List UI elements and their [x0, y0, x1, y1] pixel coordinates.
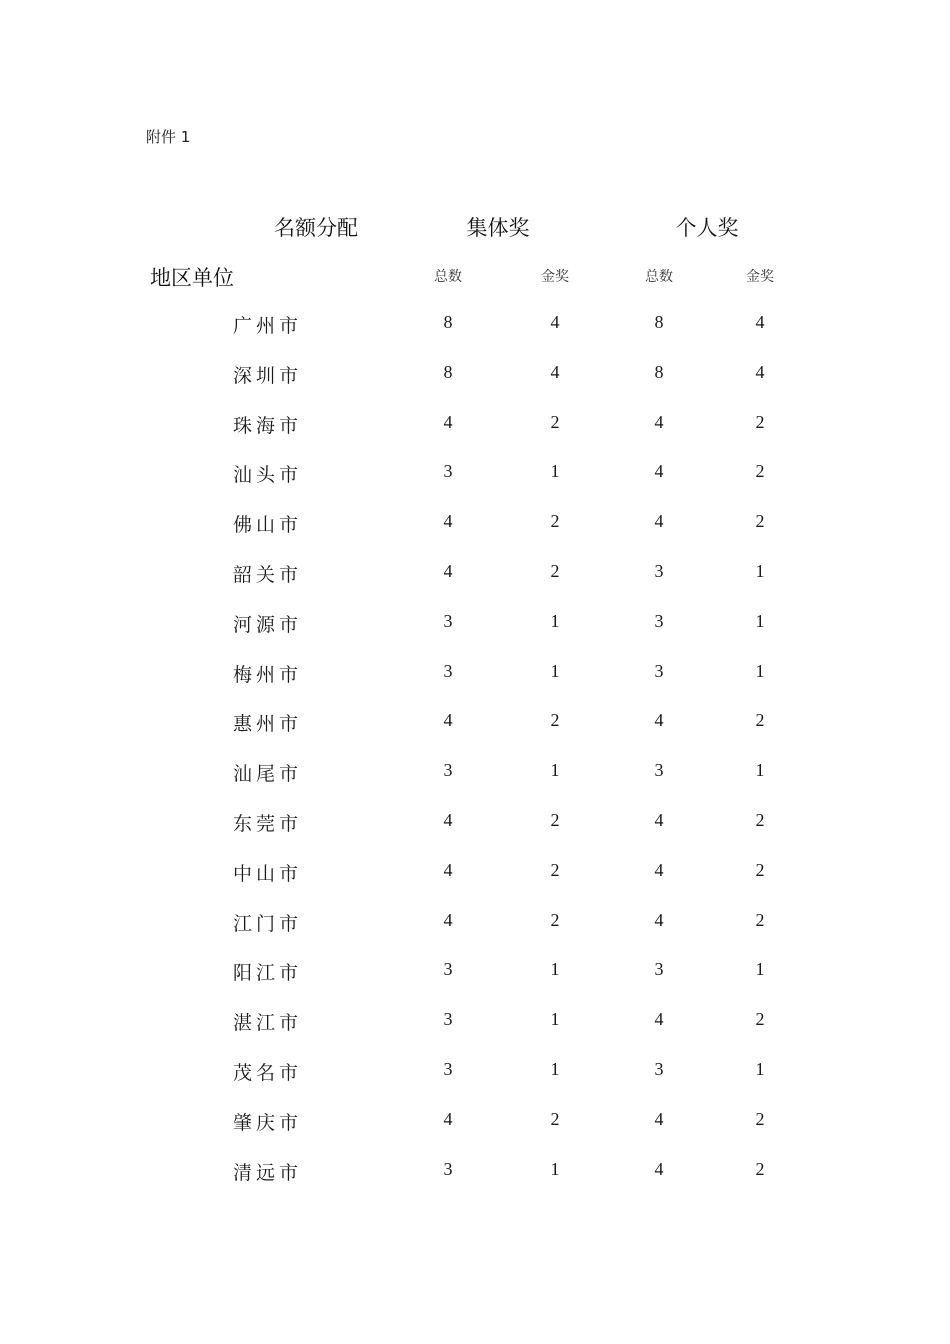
collective-gold: 2 [550, 560, 560, 581]
individual-gold: 2 [755, 411, 765, 432]
table-row [0, 797, 950, 847]
table-row [0, 399, 950, 449]
table-row [0, 847, 950, 897]
individual-gold: 4 [755, 361, 765, 382]
city-name: 东莞市 [233, 812, 303, 835]
table-row [0, 548, 950, 598]
individual-gold: 2 [755, 909, 765, 930]
collective-total: 3 [443, 1158, 453, 1179]
collective-total: 3 [443, 461, 453, 482]
table-row [0, 299, 950, 349]
city-name: 茂名市 [233, 1061, 303, 1084]
individual-total: 3 [654, 760, 664, 781]
attachment-label: 附件 1 [146, 128, 191, 146]
individual-total: 4 [654, 859, 664, 880]
individual-gold: 2 [755, 809, 765, 830]
city-name: 佛山市 [233, 514, 303, 537]
collective-total: 4 [443, 1108, 453, 1129]
collective-gold: 2 [550, 909, 560, 930]
city-name: 清远市 [233, 1161, 303, 1184]
collective-total: 3 [443, 610, 453, 631]
individual-total: 4 [654, 809, 664, 830]
individual-gold: 4 [755, 312, 765, 332]
individual-gold: 2 [755, 461, 765, 482]
city-name: 韶关市 [233, 563, 303, 586]
collective-total: 4 [443, 859, 453, 880]
city-name: 惠州市 [233, 713, 303, 736]
individual-gold: 1 [755, 1058, 765, 1079]
individual-gold: 1 [755, 760, 765, 781]
header-collective-award: 集体奖 [466, 216, 530, 240]
collective-gold: 2 [550, 511, 560, 532]
individual-gold: 1 [755, 660, 765, 681]
header-allocation: 名额分配 [274, 216, 358, 240]
collective-total: 4 [443, 710, 453, 731]
table-row [0, 1046, 950, 1096]
individual-total: 3 [654, 959, 664, 980]
collective-gold: 1 [550, 660, 560, 681]
collective-total: 4 [443, 809, 453, 830]
table-row [0, 349, 950, 399]
collective-gold: 2 [550, 1108, 560, 1129]
table-row [0, 1146, 950, 1196]
table-row [0, 946, 950, 996]
collective-gold: 4 [550, 361, 560, 382]
collective-total: 8 [443, 361, 453, 382]
collective-gold: 1 [550, 959, 560, 980]
subheader-collective-gold: 金奖 [541, 269, 569, 285]
individual-total: 4 [654, 1009, 664, 1030]
collective-gold: 1 [550, 1058, 560, 1079]
collective-total: 3 [443, 760, 453, 781]
table-row [0, 648, 950, 698]
individual-total: 4 [654, 909, 664, 930]
collective-gold: 4 [550, 312, 560, 332]
collective-gold: 1 [550, 461, 560, 482]
individual-gold: 2 [755, 710, 765, 731]
collective-gold: 2 [550, 710, 560, 731]
city-name: 中山市 [233, 862, 303, 885]
subheader-individual-gold: 金奖 [746, 269, 774, 285]
individual-total: 3 [654, 1058, 664, 1079]
city-name: 江门市 [233, 912, 303, 935]
individual-total: 3 [654, 610, 664, 631]
collective-gold: 2 [550, 411, 560, 432]
individual-gold: 2 [755, 859, 765, 880]
city-name: 阳江市 [233, 962, 303, 985]
city-name: 深圳市 [233, 364, 303, 387]
individual-gold: 2 [755, 1158, 765, 1179]
table-row [0, 598, 950, 648]
table-row [0, 897, 950, 947]
city-name: 汕尾市 [233, 763, 303, 786]
collective-total: 3 [443, 660, 453, 681]
collective-total: 4 [443, 560, 453, 581]
collective-gold: 1 [550, 610, 560, 631]
individual-gold: 1 [755, 610, 765, 631]
subheader-individual-total: 总数 [645, 269, 673, 285]
table-row [0, 448, 950, 498]
collective-gold: 1 [550, 1158, 560, 1179]
individual-total: 8 [654, 312, 664, 332]
individual-total: 4 [654, 710, 664, 731]
table-row [0, 498, 950, 548]
collective-gold: 2 [550, 809, 560, 830]
collective-gold: 1 [550, 760, 560, 781]
city-name: 珠海市 [233, 414, 303, 437]
city-name: 河源市 [233, 613, 303, 636]
subheader-collective-total: 总数 [434, 269, 462, 285]
individual-gold: 1 [755, 560, 765, 581]
individual-gold: 1 [755, 959, 765, 980]
city-name: 广州市 [233, 315, 303, 337]
individual-total: 4 [654, 1158, 664, 1179]
individual-total: 4 [654, 511, 664, 532]
collective-total: 3 [443, 1058, 453, 1079]
city-name: 肇庆市 [233, 1111, 303, 1134]
table-row [0, 996, 950, 1046]
header-individual-award: 个人奖 [675, 216, 739, 240]
collective-total: 3 [443, 959, 453, 980]
individual-total: 3 [654, 660, 664, 681]
collective-total: 4 [443, 511, 453, 532]
collective-total: 3 [443, 1009, 453, 1030]
allocation-table [0, 299, 950, 1195]
individual-gold: 2 [755, 1108, 765, 1129]
city-name: 湛江市 [233, 1012, 303, 1035]
collective-total: 8 [443, 312, 453, 332]
table-row [0, 747, 950, 797]
collective-total: 4 [443, 411, 453, 432]
table-row [0, 697, 950, 747]
collective-gold: 2 [550, 859, 560, 880]
table-row [0, 1096, 950, 1146]
city-name: 梅州市 [233, 663, 303, 686]
individual-total: 8 [654, 361, 664, 382]
individual-total: 4 [654, 411, 664, 432]
individual-gold: 2 [755, 1009, 765, 1030]
city-name: 汕头市 [233, 464, 303, 487]
individual-total: 4 [654, 461, 664, 482]
individual-total: 4 [654, 1108, 664, 1129]
header-region: 地区单位 [150, 266, 234, 290]
collective-total: 4 [443, 909, 453, 930]
individual-gold: 2 [755, 511, 765, 532]
collective-gold: 1 [550, 1009, 560, 1030]
individual-total: 3 [654, 560, 664, 581]
